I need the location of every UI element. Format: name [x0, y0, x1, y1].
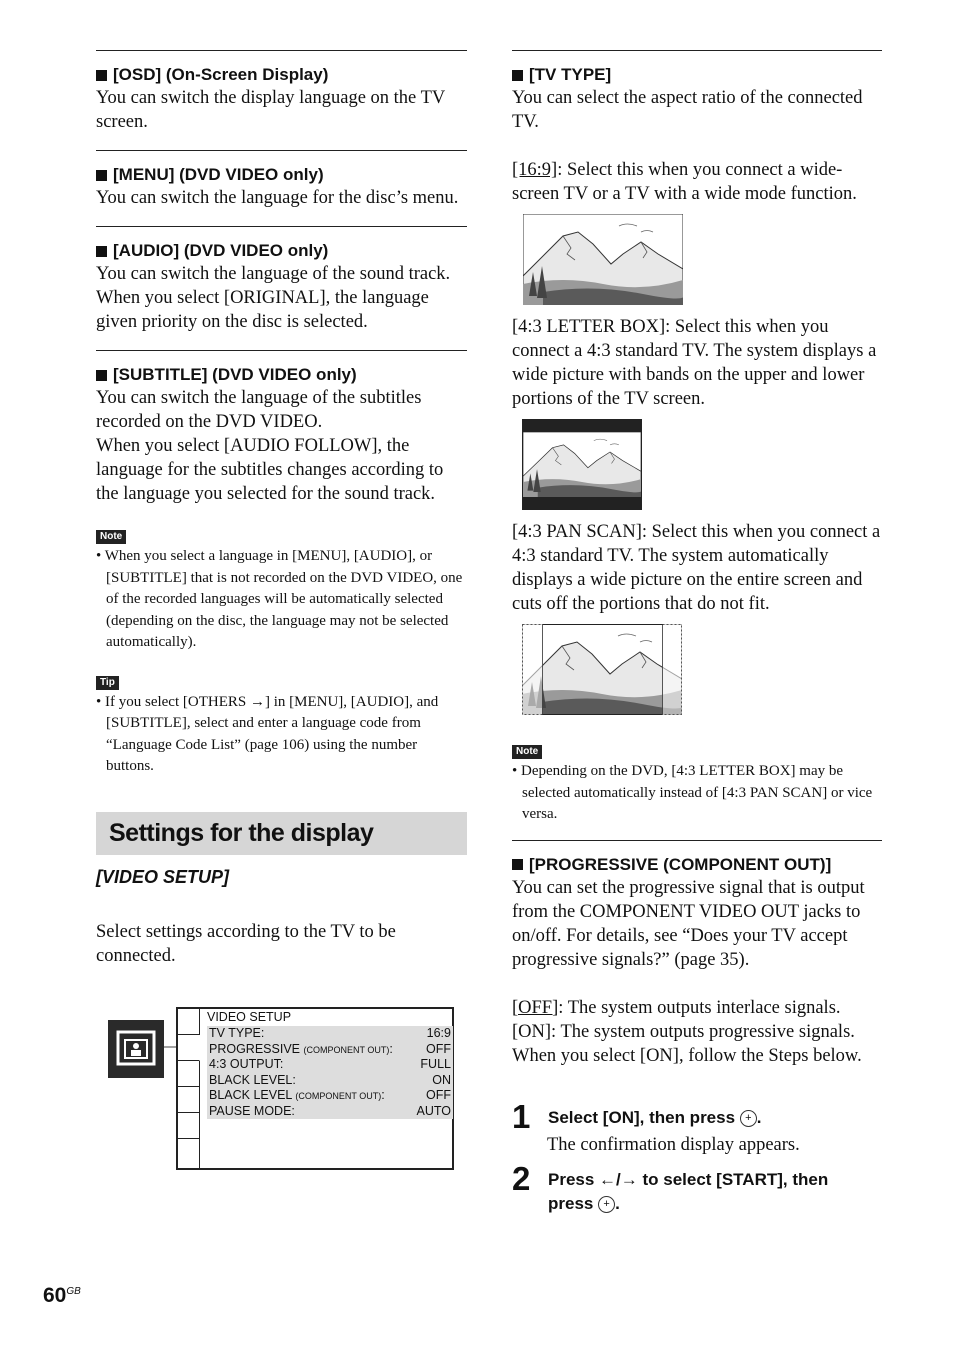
video-setup-subhead: [VIDEO SETUP] [96, 866, 230, 887]
menu-row-label: TV TYPE: [209, 1026, 265, 1040]
note-badge: Note [512, 745, 542, 759]
step-number: 1 [512, 1098, 531, 1135]
audio-section [96, 226, 467, 334]
letterbox-illustration [522, 419, 882, 510]
menu-tab[interactable] [178, 1139, 199, 1165]
menu-row-value: OFF [426, 1088, 451, 1102]
off-key: [OFF] [512, 997, 559, 1018]
square-bullet-icon [96, 70, 107, 81]
menu-tab[interactable] [178, 1113, 199, 1139]
menu-row[interactable] [207, 1026, 453, 1042]
section-body: When you select [AUDIO FOLLOW], the language for the subtitles changes according to the language you selected for the sound track. [96, 436, 444, 504]
step-text: Press ←/→ to select [START], then press [548, 1170, 829, 1213]
heading-text: [TV TYPE] [529, 65, 612, 84]
menu-row-label: PROGRESSIVE (COMPONENT OUT): [209, 1041, 393, 1056]
menu-row-label-note: (COMPONENT OUT) [303, 1044, 390, 1055]
step-instruction [548, 1106, 878, 1130]
wide-option [512, 158, 882, 206]
menu-row-value: ON [432, 1072, 451, 1087]
intro-text: Select settings according to the TV to be connected. [96, 921, 396, 966]
menu-row[interactable] [207, 1088, 453, 1104]
landscape-visible-area [543, 625, 662, 714]
video-setup-menu [176, 1007, 454, 1170]
section-heading [512, 64, 882, 86]
landscape-letterbox-image [522, 419, 642, 510]
progressive-section [512, 840, 882, 972]
heading-text: [PROGRESSIVE (COMPONENT OUT)] [529, 854, 832, 874]
menu-title: VIDEO SETUP [207, 1010, 292, 1024]
step-text: Select [ON], then press [548, 1108, 736, 1127]
on-option: [ON]: The system outputs progressive signals. [512, 1021, 855, 1042]
tip-text: • If you select [OTHERS →] in [MENU], [AUDIO], and [SUBTITLE], select and enter a language code from “Language Code List” (page 106) using the number buttons. [96, 693, 439, 774]
osd-section [96, 50, 467, 134]
menu-row-label: BLACK LEVEL (COMPONENT OUT): [209, 1088, 385, 1102]
heading-text: [AUDIO] (DVD VIDEO only) [113, 241, 329, 260]
section-heading [512, 854, 882, 876]
menu-tabs [178, 1009, 200, 1168]
menu-tab[interactable] [178, 1009, 199, 1035]
page-region-suffix: GB [66, 1286, 81, 1297]
page-number [43, 1284, 81, 1308]
menu-row[interactable] [207, 1073, 453, 1089]
subtitle-section [96, 350, 467, 506]
menu-row[interactable] [207, 1057, 453, 1073]
menu-row[interactable] [207, 1042, 453, 1058]
heading-text: [SUBTITLE] (DVD VIDEO only) [113, 365, 357, 384]
note-badge: Note [96, 530, 126, 544]
menu-tab[interactable] [178, 1061, 199, 1087]
left-column [96, 50, 467, 968]
section-body: You can switch the language of the subtitles recorded on the DVD VIDEO. [96, 388, 422, 432]
step-instruction [548, 1168, 878, 1216]
square-bullet-icon [96, 370, 107, 381]
note-text: • When you select a language in [MENU], [AUDIO], or [SUBTITLE] that is not recorded on the DVD VIDEO, one of the recorded languages will be automatically selected (depending on the disc, the language may not be selected automatically). [96, 548, 463, 650]
wide-illustration [523, 214, 882, 305]
menu-section [96, 150, 467, 210]
section-heading [96, 364, 467, 386]
section-heading [96, 64, 467, 86]
step-text-end: . [615, 1194, 620, 1213]
tip-badge: Tip [96, 676, 119, 690]
menu-tab-selected[interactable] [178, 1035, 200, 1061]
square-bullet-icon [512, 859, 523, 870]
menu-row-label: BLACK LEVEL: [209, 1072, 296, 1087]
when-on-text: When you select [ON], follow the Steps below. [512, 1045, 862, 1066]
note-block [512, 741, 882, 826]
off-text: : The system outputs interlace signals. [558, 997, 841, 1018]
wide-key: [16:9] [512, 160, 558, 180]
settings-banner: Settings for the display [96, 812, 467, 855]
note-block [96, 526, 467, 654]
menu-row-value: 16:9 [426, 1026, 451, 1040]
menu-row-value: OFF [426, 1041, 451, 1056]
section-heading [96, 164, 467, 186]
section-body: You can switch the language of the sound track. When you select [ORIGINAL], the language given priority on the disc is selected. [96, 264, 451, 332]
step-number: 2 [512, 1160, 531, 1197]
step-text-end: . [756, 1108, 762, 1127]
panscan-illustration [522, 624, 682, 715]
letterbox-option: [4:3 LETTER BOX]: Select this when you connect a 4:3 standard TV. The system displays a wide picture with bands on the upper and lower portions of the TV screen. [512, 317, 877, 409]
tip-block [96, 672, 467, 778]
menu-row-label: PAUSE MODE: [209, 1103, 295, 1118]
right-column [512, 50, 882, 1068]
wide-text: : Select this when you connect a wide-screen TV or a TV with a wide mode function. [512, 160, 857, 204]
note-text: • Depending on the DVD, [4:3 LETTER BOX] may be selected automatically instead of [4:3 PAN SCAN] or vice versa. [512, 763, 873, 822]
enter-button-icon: + [598, 1196, 615, 1213]
menu-row-label: 4:3 OUTPUT: [209, 1057, 284, 1071]
video-setup-icon [108, 1020, 164, 1078]
square-bullet-icon [96, 246, 107, 257]
heading-text: [OSD] (On-Screen Display) [113, 65, 329, 84]
section-body: You can switch the display language on the TV screen. [96, 88, 445, 132]
enter-button-icon: + [740, 1110, 757, 1127]
square-bullet-icon [96, 170, 107, 181]
panscan-option: [4:3 PAN SCAN]: Select this when you connect a 4:3 standard TV. The system automatically displays a wide picture on the entire screen and cuts off the portions that do not fit. [512, 522, 881, 614]
section-body: You can switch the language for the disc’s menu. [96, 188, 459, 208]
menu-row-value: FULL [420, 1057, 451, 1071]
menu-rows [207, 1026, 453, 1119]
landscape-wide-image [523, 214, 683, 305]
menu-tab[interactable] [178, 1087, 199, 1113]
section-heading [96, 240, 467, 262]
menu-row-label-note: (COMPONENT OUT) [295, 1091, 382, 1101]
heading-text: [MENU] (DVD VIDEO only) [113, 165, 324, 184]
section-body: You can select the aspect ratio of the connected TV. [512, 88, 863, 132]
menu-row-value: AUTO [416, 1103, 451, 1118]
section-body: You can set the progressive signal that is output from the COMPONENT VIDEO OUT jacks to on/off. For details, see “Does your TV accept progressive signals?” (page 35). [512, 877, 865, 970]
menu-row[interactable] [207, 1104, 453, 1120]
step-result: The confirmation display appears. [547, 1135, 800, 1155]
square-bullet-icon [512, 70, 523, 81]
off-option [512, 996, 882, 1020]
page-number-value: 60 [43, 1284, 67, 1307]
tvtype-section [512, 50, 882, 134]
